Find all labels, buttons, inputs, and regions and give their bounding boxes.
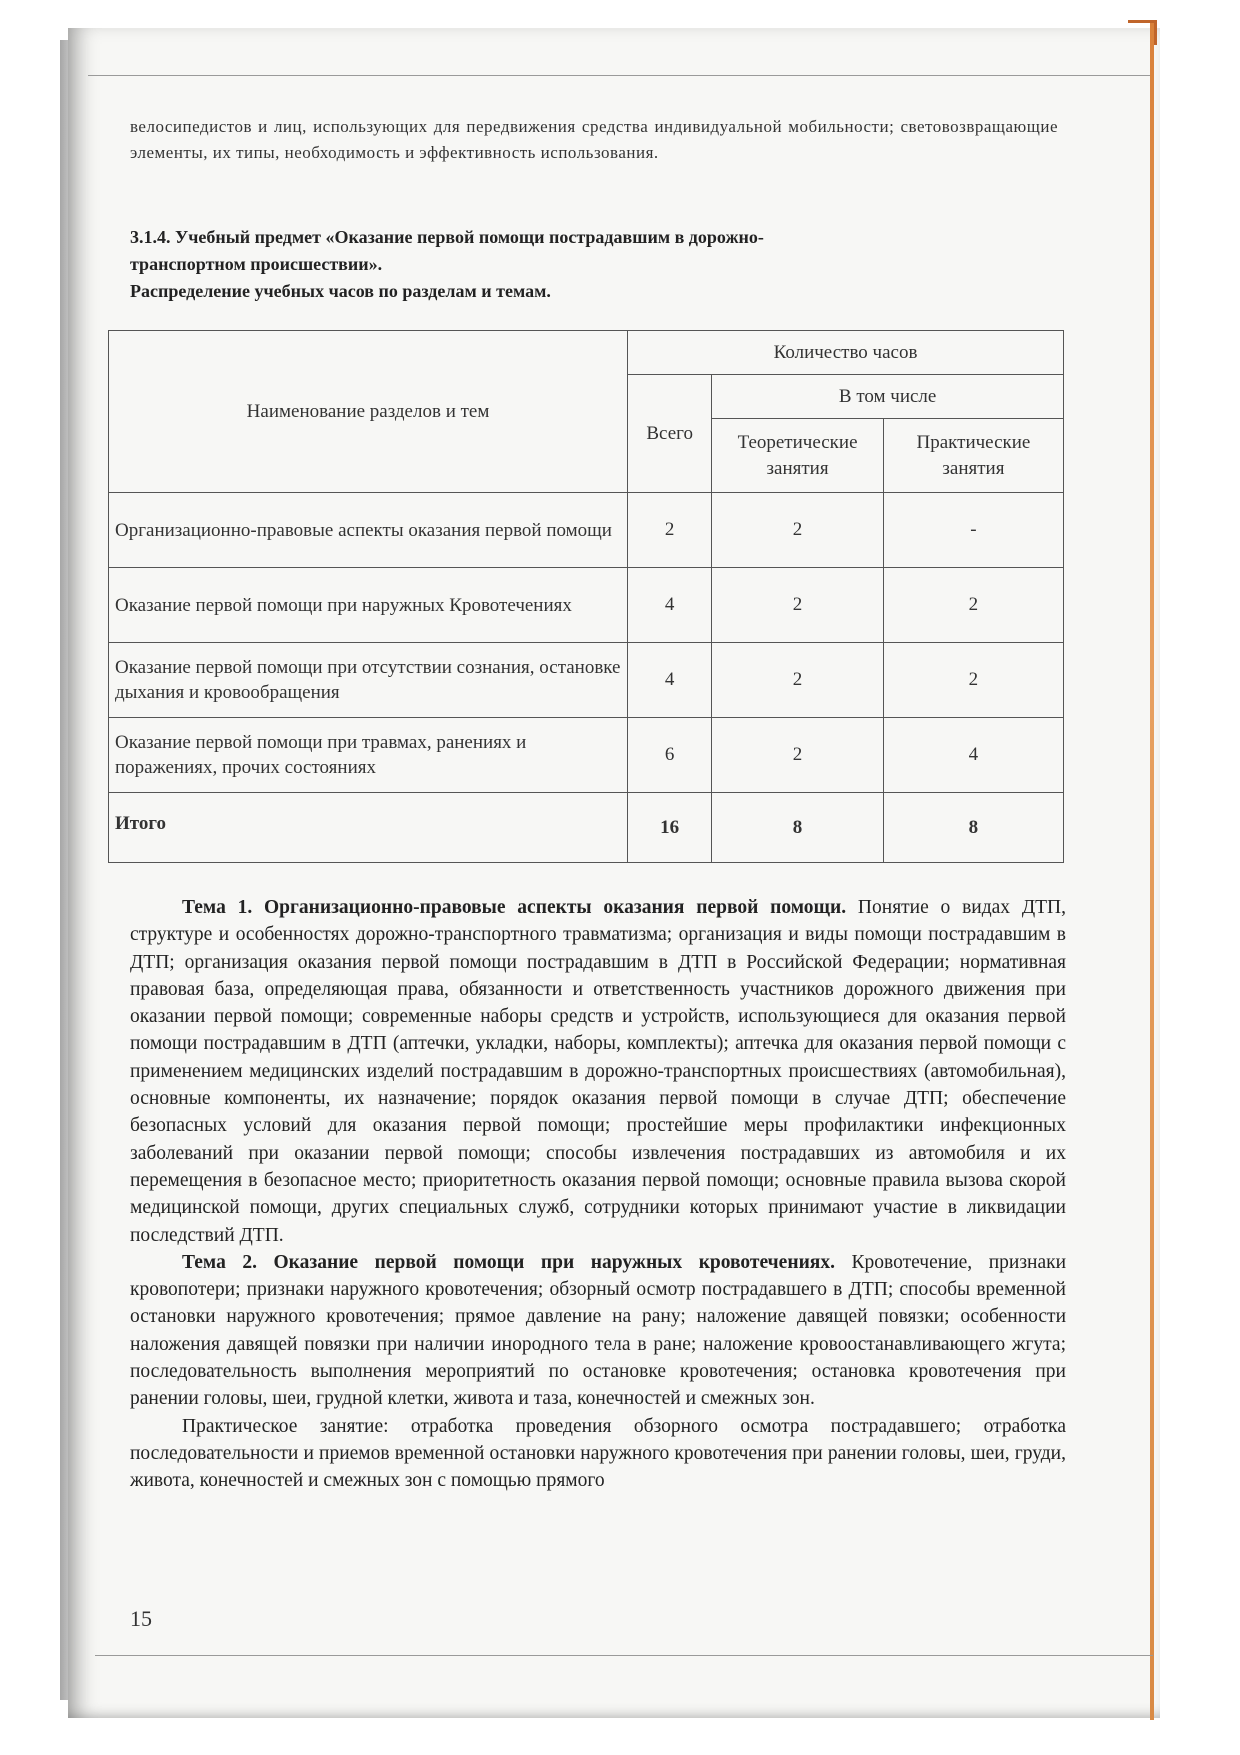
row-theory: 2 [712,643,884,718]
total-hours: 16 [628,793,712,863]
table-row [109,568,1064,643]
header-name: Наименование разделов и тем [109,331,628,493]
page-number: 15 [130,1606,152,1631]
row-total: 4 [628,568,712,643]
table-row [109,643,1064,718]
section-heading [130,224,1030,305]
topic-1-text: Понятие о видах ДТП, структуре и особенностях дорожно-транспортного травматизма; организация и виды помощи пострадавшим в ДТП; организация оказания первой помощи пострадавшим в ДТП в Российской Федерации; нормативная правовая база, определяющая права, обязанности и ответственность участников дорожного движения при оказании первой помощи; современные наборы средств и устройств, использующиеся для оказания первой помощи пострадавшим в ДТП (аптечки, укладки, наборы, комплекты); аптечка для оказания первой помощи с применением медицинских изделий пострадавшим в дорожно-транспортных происшествиях (автомобильная), основные компоненты, их назначение; порядок оказания первой помощи в случае ДТП; обеспечение безопасных условий для оказания первой помощи; простейшие меры профилактики инфекционных заболеваний при оказании первой помощи; способы извлечения пострадавших из автомобиля и их перемещения в безопасное место; приоритетность оказания первой помощи; основные правила вызова скорой медицинской помощи, других специальных служб, сотрудники которых принимают участие в ликвидации последствий ДТП. [130,897,1067,1246]
topic-1-paragraph [130,894,1066,1249]
topics-body [130,894,1066,1495]
intro-paragraph: велосипедистов и лиц, использующих для передвижения средства индивидуальной мобильности; световозвращающие элементы, их типы, необходимость и эффективность использования. [130,117,1058,162]
total-row [109,793,1064,863]
header-theory: Теоретические занятия [712,419,884,493]
row-total: 6 [628,718,712,793]
row-name: Организационно-правовые аспекты оказания первой помощи [109,493,628,568]
row-practice: 4 [883,718,1063,793]
table-row [109,493,1064,568]
page-edge [1150,20,1154,1720]
row-total: 4 [628,643,712,718]
row-total: 2 [628,493,712,568]
topic-2-heading: Тема 2. Оказание первой помощи при наружных кровотечениях. [182,1251,835,1273]
topic-2-text: Кровотечение, признаки кровопотери; признаки наружного кровотечения; обзорный осмотр пострадавшего в ДТП; способы временной остановки наружного кровотечения; прямое давление на рану; наложение давящей повязки; особенности наложения давящей повязки при наличии инородного тела в ране; наложение кровоостанавливающего жгута; последовательность выполнения мероприятий по остановке кровотечения; остановка кровотечения при ранении головы, шеи, грудной клетки, живота и таза, конечностей и смежных зон. [130,1251,1067,1410]
corner-mark [1128,20,1157,45]
hours-table [108,330,1064,863]
total-theory: 8 [712,793,884,863]
header-hours: Количество часов [628,331,1064,375]
top-rule [88,75,1150,76]
row-practice: 2 [883,643,1063,718]
row-practice: 2 [883,568,1063,643]
row-name: Оказание первой помощи при наружных Кровотечениях [109,568,628,643]
topic-2-paragraph [130,1249,1066,1413]
header-total: Всего [628,375,712,493]
bottom-rule [95,1655,1153,1656]
section-title-line2: транспортном происшествии». [130,254,383,274]
table-row [109,718,1064,793]
section-subtitle: Распределение учебных часов по разделам и темам. [130,281,551,301]
row-theory: 2 [712,568,884,643]
total-practice: 8 [883,793,1063,863]
row-theory: 2 [712,493,884,568]
total-label: Итого [109,793,628,863]
topic-1-heading: Тема 1. Организационно-правовые аспекты оказания первой помощи. [182,897,847,918]
practice-paragraph: Практическое занятие: отработка проведения обзорного осмотра пострадавшего; отработка последовательности и приемов временной остановки наружного кровотечения при ранении головы, шеи, груди, живота, конечностей и смежных зон с помощью прямого [130,1415,1066,1492]
row-name: Оказание первой помощи при отсутствии сознания, остановке дыхания и кровообращения [109,643,628,718]
row-name: Оказание первой помощи при травмах, ранениях и поражениях, прочих состояниях [109,718,628,793]
header-including: В том числе [712,375,1064,419]
row-theory: 2 [712,718,884,793]
row-practice: - [883,493,1063,568]
header-practice: Практические занятия [883,419,1063,493]
section-title-line1: 3.1.4. Учебный предмет «Оказание первой помощи пострадавшим в дорожно- [130,227,764,247]
